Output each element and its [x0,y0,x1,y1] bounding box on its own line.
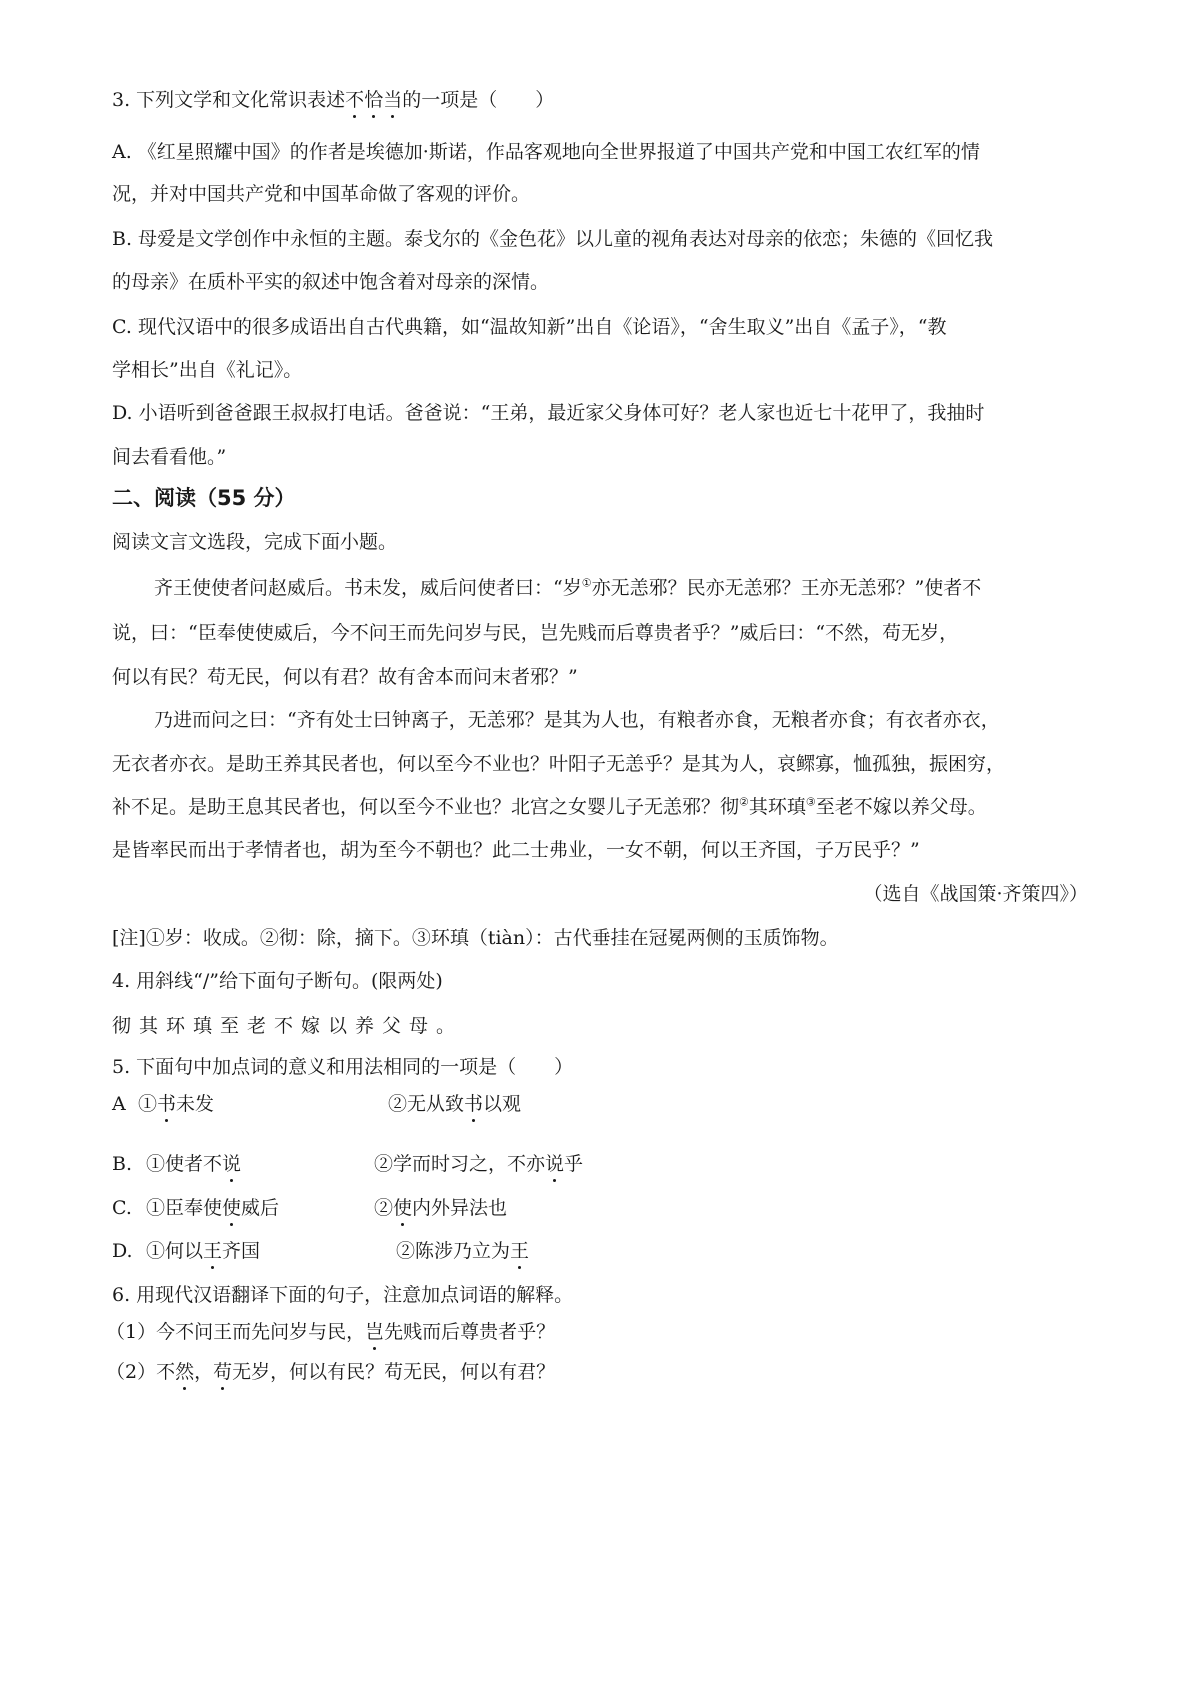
q3-option-a-line1: A. 《红星照耀中国》的作者是埃德加·斯诺，作品客观地向全世界报道了中国共产党和中国工农红军的情 [112,141,980,163]
q4-sentence: 彻其环瑱至老不嫁以养父母。 [112,1015,464,1037]
section-intro: 阅读文言文选段，完成下面小题。 [112,531,398,553]
footnote-ref: ② [739,795,749,809]
q5-option-a: A ①书未发 ②无从致书以观 [112,1093,522,1115]
q3-option-b-line1: B. 母爱是文学创作中永恒的主题。泰戈尔的《金色花》以儿童的视角表达对母亲的依恋；朱德的《回忆我 [112,228,994,250]
q4-stem: 4. 用斜线“/”给下面句子断句。(限两处) [112,970,443,992]
q5-option-c: C. ①臣奉使使威后 ②使内外异法也 [112,1197,508,1219]
footnote-ref: ① [581,576,592,590]
passage-p2-line3: 补不足。是助王息其民者也，何以至今不业也？北宫之女婴儿子无恙邪？彻②其环瑱③至老不嫁以养父母。 [112,795,987,818]
q3-option-b-line2: 的母亲》在质朴平实的叙述中饱含着对母亲的深情。 [112,271,550,293]
q3-option-d-line2: 间去看看他。” [112,446,227,468]
emphasis-char: 书 [157,1093,177,1115]
passage-notes: [注]①岁：收成。②彻：除，摘下。③环瑱（tiàn）：古代垂挂在冠冕两侧的玉质饰物。 [112,927,839,949]
section-heading: 二、阅读（55 分） [112,486,296,510]
q5-option-d: D. ①何以王齐国 ②陈涉乃立为王 [112,1240,530,1262]
emphasis-char: 然 [175,1361,195,1383]
emphasis-char: 不 [345,89,365,111]
q3-option-a-line2: 况，并对中国共产党和中国革命做了客观的评价。 [112,183,531,205]
q5-stem: 5. 下面句中加点词的意义和用法相同的一项是（ ） [112,1056,574,1078]
emphasis-char: 书 [464,1093,484,1115]
passage-source: （选自《战国策·齐策四》） [863,883,1088,905]
footnote-ref: ③ [805,795,816,809]
passage-p1-line3: 何以有民？苟无民，何以有君？故有舍本而问末者邪？” [112,666,578,688]
emphasis-char: 当 [383,89,403,111]
emphasis-char: 使 [222,1197,242,1219]
q3-option-d-line1: D. 小语听到爸爸跟王叔叔打电话。爸爸说：“王弟，最近家父身体可好？老人家也近七十花甲了，我抽时 [112,402,985,424]
emphasis-char: 岂 [365,1321,385,1343]
emphasis-char: 王 [510,1240,530,1262]
q5-option-b: B. ①使者不说 ②学而时习之，不亦说乎 [112,1153,584,1175]
emphasis-char: 恰 [364,89,384,111]
passage-p2-line1: 乃进而问之曰：“齐有处士曰钟离子，无恙邪？是其为人也，有粮者亦食，无粮者亦食；有衣者亦衣， [154,709,1000,731]
passage-p1-line1: 齐王使使者问赵威后。书未发，威后问使者曰：“岁①亦无恙邪？民亦无恙邪？王亦无恙邪？”使者不 [154,576,982,599]
q6-sentence-1: （1）今不问王而先问岁与民，岂先贱而后尊贵者乎？ [106,1321,556,1343]
emphasis-char: 苟 [213,1361,233,1383]
q3-option-c-line2: 学相长”出自《礼记》。 [112,359,303,381]
emphasis-char: 说 [545,1153,565,1175]
q6-sentence-2: （2）不然，苟无岁，何以有民？苟无民，何以有君？ [106,1361,556,1383]
q6-stem: 6. 用现代汉语翻译下面的句子，注意加点词语的解释。 [112,1284,574,1306]
emphasis-char: 说 [222,1153,242,1175]
passage-p1-line2: 说，曰：“臣奉使使威后，今不问王而先问岁与民，岂先贱而后尊贵者乎？”威后曰：“不然，苟无岁， [112,622,959,644]
passage-p2-line4: 是皆率民而出于孝情者也，胡为至今不朝也？此二士弗业，一女不朝，何以王齐国，子万民乎？” [112,839,920,861]
emphasis-char: 王 [203,1240,223,1262]
emphasis-char: 使 [393,1197,413,1219]
passage-p2-line2: 无衣者亦衣。是助王养其民者也，何以至今不业也？叶阳子无恙乎？是其为人，哀鳏寡，恤孤独，振困穷， [112,753,1006,775]
q3-option-c-line1: C. 现代汉语中的很多成语出自古代典籍，如“温故知新”出自《论语》，“舍生取义”出自《孟子》，“教 [112,316,947,338]
q3-stem: 3. 下列文学和文化常识表述不恰当的一项是（ ） [112,89,555,111]
